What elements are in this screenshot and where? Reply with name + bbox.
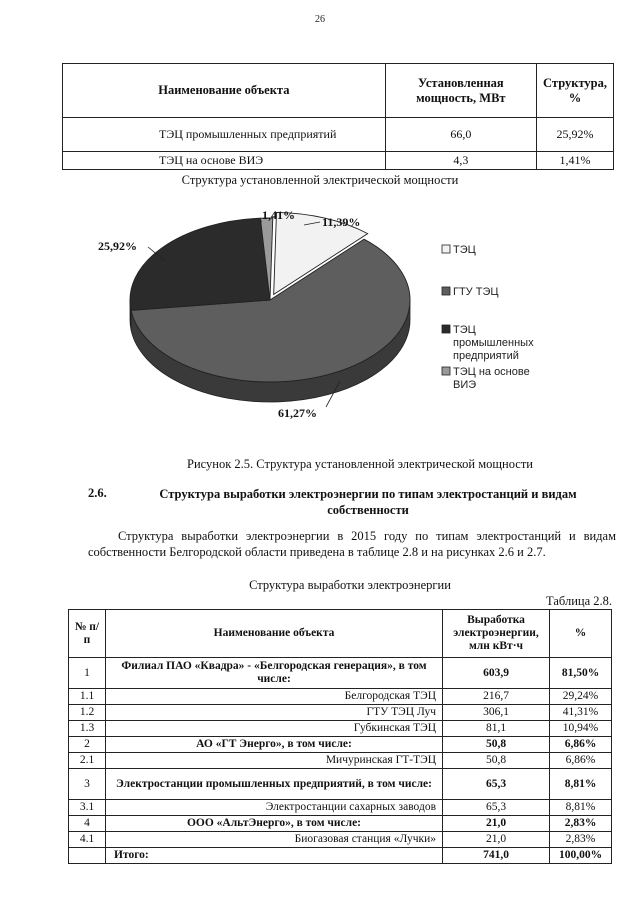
data-label: 25,92% [98, 239, 137, 253]
row-number: 1.1 [69, 689, 106, 705]
row-value: 65,3 [443, 800, 550, 816]
total-label: Итого: [106, 848, 443, 864]
row-number: 1.3 [69, 721, 106, 737]
row-name: Мичуринская ГТ-ТЭЦ [106, 753, 443, 769]
row-value: 21,0 [443, 832, 550, 848]
table-row [63, 152, 614, 170]
pie-slice-3 [130, 218, 270, 310]
row-percent: 81,50% [550, 658, 612, 689]
row-percent: 8,81% [550, 769, 612, 800]
row-name: АО «ГТ Энерго», в том числе: [106, 737, 443, 753]
table-row [69, 705, 612, 721]
header-structure: Структура, % [537, 64, 614, 118]
row-number: 3.1 [69, 800, 106, 816]
table-caption: Структура выработки электроэнергии [249, 578, 451, 592]
legend-swatch [442, 245, 450, 253]
row-name: Биогазовая станция «Лучки» [106, 832, 443, 848]
table-row [69, 689, 612, 705]
production-table [68, 609, 612, 864]
row-number: 1.2 [69, 705, 106, 721]
row-name: ТЭЦ промышленных предприятий [63, 118, 386, 152]
section-title: Структура выработки электроэнергии по типам электростанций и видам собственности [159, 487, 577, 517]
page-number: 26 [315, 14, 325, 25]
row-percent: 6,86% [550, 737, 612, 753]
header-cell: № п/п [69, 610, 106, 658]
legend-swatch [442, 287, 450, 295]
table-row [69, 769, 612, 800]
section-number: 2.6. [88, 486, 107, 500]
row-percent: 10,94% [550, 721, 612, 737]
table-header-row [63, 64, 614, 118]
legend-swatch [442, 325, 450, 333]
row-value: 603,9 [443, 658, 550, 689]
header-installed-power: Установленная мощность, МВт [385, 64, 536, 118]
table-row [69, 721, 612, 737]
row-name: Электростанции сахарных заводов [106, 800, 443, 816]
row-number: 4 [69, 816, 106, 832]
row-share: 25,92% [537, 118, 614, 152]
row-value: 21,0 [443, 816, 550, 832]
table-row [69, 658, 612, 689]
header-object-name: Наименование объекта [63, 64, 386, 118]
chart-caption: Структура установленной электрической мощности [181, 173, 459, 187]
installed-capacity-table [62, 63, 614, 170]
table-row [63, 118, 614, 152]
total-value: 741,0 [443, 848, 550, 864]
row-number: 4.1 [69, 832, 106, 848]
legend-label: ТЭЦ промышленных предприятий [453, 324, 534, 362]
legend-swatch [442, 367, 450, 375]
row-percent: 6,86% [550, 753, 612, 769]
row-name: Белгородская ТЭЦ [106, 689, 443, 705]
table-number: Таблица 2.8. [546, 594, 612, 608]
row-percent: 2,83% [550, 816, 612, 832]
row-name: ГТУ ТЭЦ Луч [106, 705, 443, 721]
data-label: 61,27% [278, 406, 317, 420]
row-number: 2 [69, 737, 106, 753]
row-value: 81,1 [443, 721, 550, 737]
row-number: 3 [69, 769, 106, 800]
row-percent: 41,31% [550, 705, 612, 721]
total-percent: 100,00% [550, 848, 612, 864]
row-name: ООО «АльтЭнерго», в том числе: [106, 816, 443, 832]
row-name: Губкинская ТЭЦ [106, 721, 443, 737]
row-value: 65,3 [443, 769, 550, 800]
body-paragraph: Структура выработки электроэнергии в 2015 году по типам электростанций и видам собственности Белгородской области приведена в таблице 2.8 и на рисунках 2.6 и 2.7. [88, 529, 616, 559]
header-cell: % [550, 610, 612, 658]
total-number-cell [69, 848, 106, 864]
row-name: ТЭЦ на основе ВИЭ [63, 152, 386, 170]
row-value: 50,8 [443, 753, 550, 769]
table-row [69, 832, 612, 848]
row-number: 1 [69, 658, 106, 689]
row-percent: 29,24% [550, 689, 612, 705]
data-label: 1,41% [262, 208, 295, 222]
header-cell: Наименование объекта [106, 610, 443, 658]
row-value: 216,7 [443, 689, 550, 705]
total-row [69, 848, 612, 864]
legend-label: ГТУ ТЭЦ [453, 286, 499, 298]
row-power: 4,3 [385, 152, 536, 170]
table-row [69, 816, 612, 832]
row-percent: 2,83% [550, 832, 612, 848]
legend-label: ТЭЦ [453, 244, 476, 256]
table-header-row [69, 610, 612, 658]
legend-label: ТЭЦ на основе ВИЭ [453, 366, 530, 391]
row-power: 66,0 [385, 118, 536, 152]
row-share: 1,41% [537, 152, 614, 170]
row-number: 2.1 [69, 753, 106, 769]
table-row [69, 737, 612, 753]
pie-chart [90, 195, 560, 435]
figure-caption: Рисунок 2.5. Структура установленной электрической мощности [187, 457, 533, 471]
table-row [69, 753, 612, 769]
table-row [69, 800, 612, 816]
header-cell: Выработка электроэнергии, млн кВт·ч [443, 610, 550, 658]
row-value: 50,8 [443, 737, 550, 753]
row-value: 306,1 [443, 705, 550, 721]
data-label: 11,39% [322, 215, 361, 229]
row-name: Электростанции промышленных предприятий, в том числе: [106, 769, 443, 800]
row-name: Филиал ПАО «Квадра» - «Белгородская генерация», в том числе: [106, 658, 443, 689]
row-percent: 8,81% [550, 800, 612, 816]
